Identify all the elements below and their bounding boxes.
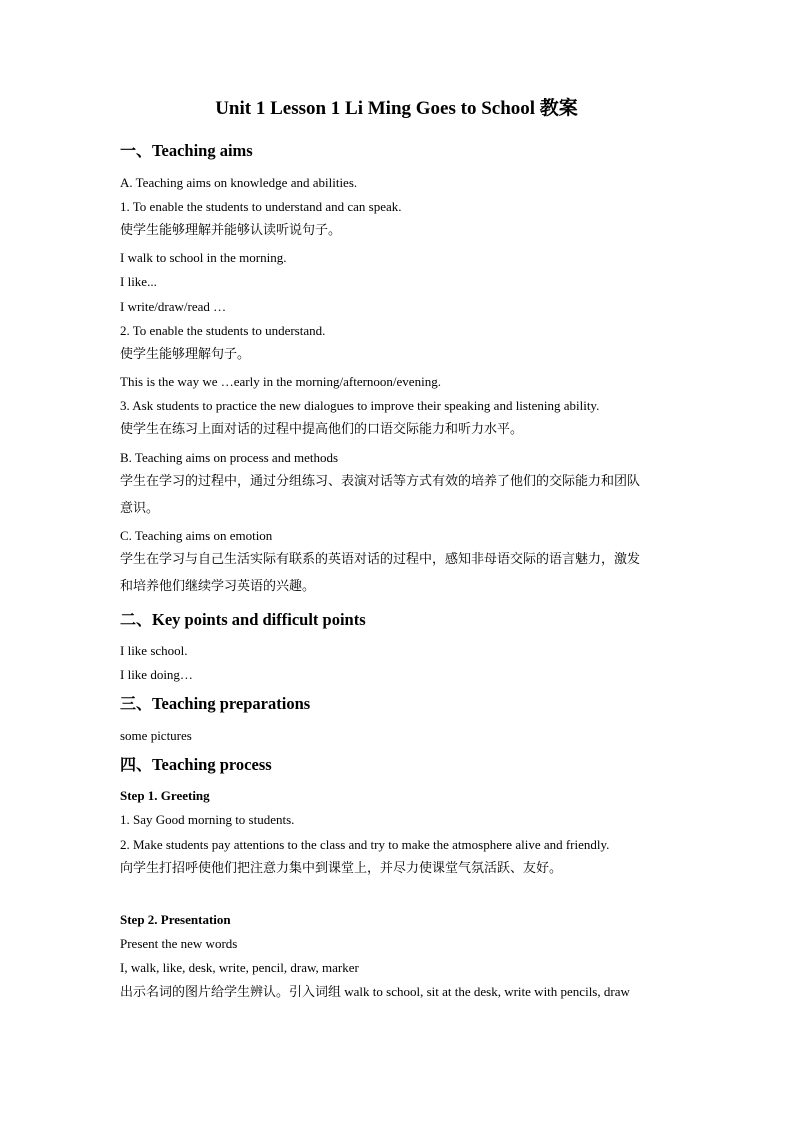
paragraph-line: 1. Say Good morning to students.: [120, 812, 295, 827]
section-heading-teaching-preparations: [120, 693, 310, 715]
paragraph-line-chinese: 使学生能够理解句子。: [120, 347, 251, 362]
section-heading-teaching-aims: [120, 140, 253, 162]
section-number: 四、: [120, 755, 153, 774]
paragraph-line-chinese: 意识。: [120, 501, 160, 516]
paragraph-line-chinese: 学生在学习与自己生活实际有联系的英语对话的过程中，感知非母语交际的语言魅力，激发: [120, 552, 641, 567]
paragraph-line: some pictures: [120, 728, 192, 743]
word-list: I, walk, like, desk, write, pencil, draw, marker: [120, 960, 359, 975]
paragraph-line-chinese: 学生在学习的过程中，通过分组练习、表演对话等方式有效的培养了他们的交际能力和团队: [120, 474, 641, 489]
phrase-list: walk to school, sit at the desk, write with pencils, draw: [341, 984, 630, 999]
paragraph-line: C. Teaching aims on emotion: [120, 528, 273, 543]
example-sentence: I walk to school in the morning.: [120, 250, 287, 265]
section-title: Teaching aims: [152, 141, 253, 160]
paragraph-line: 2. Make students pay attentions to the class and try to make the atmosphere alive and friendly.: [120, 837, 610, 852]
document-title: Unit 1 Lesson 1 Li Ming Goes to School 教案: [215, 98, 578, 119]
paragraph-line: Present the new words: [120, 936, 238, 951]
paragraph-line-chinese: 和培养他们继续学习英语的兴趣。: [120, 579, 316, 594]
section-heading-teaching-process: [120, 754, 272, 776]
paragraph-line-chinese: 出示名词的图片给学生辨认。引入词组: [120, 985, 342, 1000]
section-title: Key points and difficult points: [152, 610, 366, 629]
section-number: 二、: [120, 610, 153, 629]
paragraph-line: A. Teaching aims on knowledge and abilities.: [120, 175, 358, 190]
step-heading-presentation: Step 2. Presentation: [120, 912, 231, 927]
paragraph-line-chinese: 向学生打招呼使他们把注意力集中到课堂上，并尽力使课堂气氛活跃、友好。: [120, 861, 563, 876]
paragraph-line-mixed: [120, 984, 630, 1002]
paragraph-line: 3. Ask students to practice the new dialogues to improve their speaking and listening ability.: [120, 398, 600, 413]
paragraph-line: B. Teaching aims on process and methods: [120, 450, 339, 465]
paragraph-line: 1. To enable the students to understand and can speak.: [120, 199, 402, 214]
paragraph-line-chinese: 使学生能够理解并能够认读听说句子。: [120, 223, 342, 238]
step-heading-greeting: Step 1. Greeting: [120, 788, 210, 803]
section-title: Teaching preparations: [152, 694, 311, 713]
example-sentence: I write/draw/read …: [120, 299, 227, 314]
section-number: 一、: [120, 141, 153, 160]
section-heading-key-points: [120, 609, 366, 631]
section-number: 三、: [120, 694, 153, 713]
paragraph-line: 2. To enable the students to understand.: [120, 323, 326, 338]
example-sentence: I like...: [120, 274, 157, 289]
example-sentence: This is the way we …early in the morning/afternoon/evening.: [120, 374, 441, 389]
paragraph-line-chinese: 使学生在练习上面对话的过程中提高他们的口语交际能力和听力水平。: [120, 422, 524, 437]
example-sentence: I like doing…: [120, 667, 193, 682]
example-sentence: I like school.: [120, 643, 188, 658]
section-title: Teaching process: [152, 755, 272, 774]
